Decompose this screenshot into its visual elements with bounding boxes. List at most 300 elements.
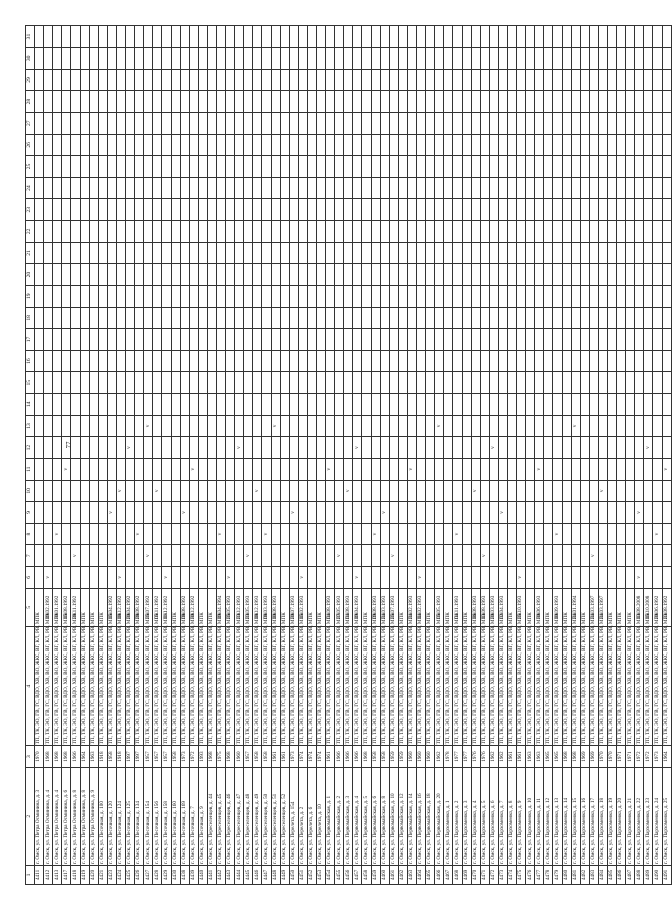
mark-cell <box>444 372 453 394</box>
mark-cell <box>608 285 617 307</box>
row-id-cell: 4446 <box>253 865 262 884</box>
row-id-cell: 4479 <box>553 865 562 884</box>
mark-cell <box>344 199 353 221</box>
table-row <box>662 26 671 885</box>
table-row <box>144 26 153 885</box>
table-row <box>216 26 225 885</box>
mark-cell <box>453 307 462 329</box>
mark-cell <box>307 91 316 113</box>
year-cell: 1977 <box>462 746 471 767</box>
mark-cell <box>635 199 644 221</box>
mark-cell <box>535 415 544 437</box>
mark-cell <box>580 394 589 416</box>
mark-cell <box>544 199 553 221</box>
mark-cell <box>344 285 353 307</box>
table-row <box>189 26 198 885</box>
mark-cell <box>462 242 471 264</box>
mark-cell <box>244 177 253 199</box>
year-cell: 1960 <box>417 746 426 767</box>
mark-cell <box>580 523 589 545</box>
year-cell: 1958 <box>171 746 180 767</box>
mark-cell <box>135 112 144 134</box>
mark-cell <box>71 285 80 307</box>
mark-cell <box>144 91 153 113</box>
mark-cell <box>535 307 544 329</box>
mark-cell <box>344 415 353 437</box>
mark-cell <box>189 394 198 416</box>
mark-cell <box>98 329 107 351</box>
mark-cell <box>371 415 380 437</box>
mark-cell <box>571 26 580 48</box>
mark-cell <box>398 523 407 545</box>
mark-cell <box>107 285 116 307</box>
mark-cell <box>535 394 544 416</box>
mark-cell <box>407 177 416 199</box>
mark-cell <box>53 372 62 394</box>
mark-cell <box>98 112 107 134</box>
date-cell: 20.03.1993 <box>489 588 498 626</box>
works-cell: ТП, ТК, ЭО, ГВ, ГС, ВДО, ХВ, ВО, ЖКС, ВГ, КЛ, РВ, МПК <box>317 627 326 746</box>
mark-cell <box>35 221 44 243</box>
mark-cell <box>89 372 98 394</box>
mark-cell <box>662 523 671 545</box>
mark-cell <box>562 264 571 286</box>
mark-cell <box>553 437 562 459</box>
mark-cell <box>62 242 71 264</box>
mark-cell <box>489 264 498 286</box>
mark-cell <box>617 372 626 394</box>
mark-cell <box>371 307 380 329</box>
mark-cell <box>480 69 489 91</box>
mark-cell <box>435 112 444 134</box>
mark-cell <box>171 458 180 480</box>
mark-cell <box>289 458 298 480</box>
mark-cell <box>44 523 53 545</box>
mark-cell <box>617 567 626 589</box>
mark-cell <box>507 69 516 91</box>
row-id-cell: 4455 <box>335 865 344 884</box>
mark-cell <box>517 502 526 524</box>
address-cell: г. Омск, ул. Пархоменко, д. 5 <box>480 767 489 865</box>
mark-cell <box>126 26 135 48</box>
mark-cell <box>271 242 280 264</box>
mark-cell <box>435 567 444 589</box>
mark-cell <box>62 285 71 307</box>
mark-cell: v <box>53 523 62 545</box>
mark-cell <box>608 437 617 459</box>
mark-cell <box>280 48 289 70</box>
mark-cell <box>489 545 498 567</box>
mark-cell <box>271 480 280 502</box>
works-cell: ТП, ТК, ЭО, ГВ, ГС, ВДО, ХВ, ВО, ЖКС, ВГ, КЛ, РВ, МПК <box>44 627 53 746</box>
mark-cell <box>289 69 298 91</box>
mark-cell <box>489 458 498 480</box>
mark-cell <box>144 502 153 524</box>
mark-cell <box>207 91 216 113</box>
mark-cell <box>362 437 371 459</box>
mark-cell <box>344 221 353 243</box>
mark-cell <box>144 394 153 416</box>
mark-cell <box>471 372 480 394</box>
mark-cell <box>244 350 253 372</box>
mark-cell <box>608 372 617 394</box>
mark-cell <box>489 26 498 48</box>
header-cell: 1 <box>26 865 35 884</box>
mark-cell <box>544 48 553 70</box>
mark-cell <box>371 199 380 221</box>
mark-cell <box>553 156 562 178</box>
mark-cell <box>307 285 316 307</box>
mark-cell <box>480 199 489 221</box>
mark-cell <box>226 394 235 416</box>
mark-cell <box>380 567 389 589</box>
mark-cell <box>507 112 516 134</box>
mark-cell <box>389 264 398 286</box>
address-cell: г. Омск, ул. Пархоменко, д. 14 <box>562 767 571 865</box>
mark-cell <box>526 307 535 329</box>
mark-cell <box>635 437 644 459</box>
mark-cell <box>44 264 53 286</box>
mark-cell <box>317 394 326 416</box>
mark-cell <box>544 134 553 156</box>
row-id-cell: 4464 <box>417 865 426 884</box>
table-row <box>380 26 389 885</box>
mark-cell <box>344 242 353 264</box>
mark-cell <box>526 156 535 178</box>
mark-cell <box>226 415 235 437</box>
mark-cell <box>380 329 389 351</box>
mark-cell <box>207 307 216 329</box>
mark-cell <box>71 264 80 286</box>
mark-cell <box>498 285 507 307</box>
mark-cell <box>144 242 153 264</box>
year-cell: 1961 <box>507 746 516 767</box>
mark-cell <box>289 112 298 134</box>
mark-cell <box>53 69 62 91</box>
works-cell: ТП, ТК, ЭО, ГВ, ГС, ВДО, ХВ, ВО, ЖКС, ВГ, КЛ, РВ, МПК <box>617 627 626 746</box>
row-id-cell: 4481 <box>571 865 580 884</box>
mark-cell <box>89 134 98 156</box>
mark-cell <box>326 26 335 48</box>
mark-cell <box>153 134 162 156</box>
mark-cell <box>162 177 171 199</box>
year-cell: 1975 <box>216 746 225 767</box>
address-cell: г. Омск, ул. Переселенцев, д. 47 <box>235 767 244 865</box>
row-id-cell: 4441 <box>207 865 216 884</box>
date-cell: 14.02.1993 <box>417 588 426 626</box>
mark-cell <box>362 264 371 286</box>
mark-cell <box>380 415 389 437</box>
mark-cell <box>207 394 216 416</box>
mark-cell: v <box>62 458 71 480</box>
mark-cell <box>344 458 353 480</box>
mark-cell <box>198 545 207 567</box>
mark-cell <box>598 437 607 459</box>
year-cell: 1962 <box>489 746 498 767</box>
mark-cell <box>317 523 326 545</box>
mark-cell <box>562 307 571 329</box>
mark-cell <box>362 394 371 416</box>
mark-cell <box>398 242 407 264</box>
mark-cell <box>498 69 507 91</box>
mark-cell <box>589 91 598 113</box>
mark-cell <box>153 437 162 459</box>
mark-cell <box>289 567 298 589</box>
mark-cell <box>198 199 207 221</box>
mark-cell <box>589 112 598 134</box>
mark-cell <box>353 112 362 134</box>
mark-cell <box>417 545 426 567</box>
mark-cell <box>353 177 362 199</box>
mark-cell <box>335 480 344 502</box>
row-id-cell: 4476 <box>526 865 535 884</box>
mark-cell <box>517 437 526 459</box>
table-row <box>289 26 298 885</box>
table-row <box>507 26 516 885</box>
mark-cell <box>198 567 207 589</box>
mark-cell <box>471 415 480 437</box>
works-cell: ТП, ТК, ЭО, ГВ, ГС, ВДО, ХВ, ВО, ЖКС, ВГ, КЛ, РВ, МПК <box>389 627 398 746</box>
mark-cell <box>171 372 180 394</box>
mark-cell <box>71 502 80 524</box>
mark-cell <box>189 112 198 134</box>
mark-cell <box>62 134 71 156</box>
mark-cell <box>144 458 153 480</box>
mark-cell <box>589 134 598 156</box>
mark-cell <box>544 415 553 437</box>
mark-cell <box>180 242 189 264</box>
mark-cell: v <box>435 415 444 437</box>
address-cell: г. Омск, ул. Пархоменко, д. 18 <box>598 767 607 865</box>
mark-cell <box>580 199 589 221</box>
address-cell: г. Омск, ул. Первомайская, д. 8 <box>380 767 389 865</box>
mark-cell <box>444 91 453 113</box>
mark-cell <box>544 285 553 307</box>
mark-cell <box>644 221 653 243</box>
mark-cell <box>216 307 225 329</box>
mark-cell <box>517 112 526 134</box>
year-cell: 1957 <box>153 746 162 767</box>
mark-cell <box>98 545 107 567</box>
row-id-cell: 4467 <box>444 865 453 884</box>
mark-cell <box>444 523 453 545</box>
mark-cell <box>617 177 626 199</box>
address-cell: г. Омск, ул. Пархоменко, д. 2 <box>453 767 462 865</box>
date-cell: 02.04.1993 <box>498 588 507 626</box>
mark-cell <box>135 502 144 524</box>
mark-cell <box>526 91 535 113</box>
mark-cell <box>407 502 416 524</box>
mark-cell <box>44 458 53 480</box>
table-row <box>335 26 344 885</box>
mark-cell <box>198 156 207 178</box>
mark-cell <box>198 26 207 48</box>
mark-cell <box>571 156 580 178</box>
mark-cell: v <box>253 480 262 502</box>
mark-cell <box>517 350 526 372</box>
mark-cell <box>126 394 135 416</box>
mark-cell <box>526 480 535 502</box>
mark-cell <box>189 307 198 329</box>
row-id-cell: 4438 <box>180 865 189 884</box>
table-row <box>153 26 162 885</box>
mark-cell <box>598 567 607 589</box>
year-cell: 1961 <box>271 746 280 767</box>
mark-cell: v <box>116 480 125 502</box>
mark-cell <box>171 415 180 437</box>
mark-cell <box>362 567 371 589</box>
mark-cell <box>235 264 244 286</box>
mark-cell <box>580 415 589 437</box>
address-cell: г. Омск, ул. Пархоменко, д. 6 <box>489 767 498 865</box>
mark-cell <box>198 372 207 394</box>
mark-cell <box>562 69 571 91</box>
mark-cell <box>453 480 462 502</box>
mark-cell <box>144 26 153 48</box>
mark-cell <box>262 69 271 91</box>
mark-cell <box>126 242 135 264</box>
mark-cell <box>398 69 407 91</box>
mark-cell <box>307 480 316 502</box>
mark-cell <box>35 264 44 286</box>
mark-cell <box>626 177 635 199</box>
mark-cell <box>453 372 462 394</box>
works-cell: ТП, ТК, ЭО, ГВ, ГС, ВДО, ХВ, ВО, ЖКС, ВГ, КЛ, РВ, МПК <box>207 627 216 746</box>
year-cell: 1957 <box>244 746 253 767</box>
mark-cell <box>462 199 471 221</box>
mark-cell <box>62 415 71 437</box>
mark-cell <box>653 285 662 307</box>
mark-cell <box>298 372 307 394</box>
mark-cell <box>444 134 453 156</box>
mark-cell <box>371 242 380 264</box>
mark-cell <box>426 177 435 199</box>
mark-cell <box>35 26 44 48</box>
mark-cell <box>62 329 71 351</box>
mark-cell <box>226 350 235 372</box>
mark-cell <box>171 177 180 199</box>
mark-cell <box>480 394 489 416</box>
mark-cell <box>189 523 198 545</box>
mark-cell <box>262 156 271 178</box>
mark-cell <box>562 458 571 480</box>
mark-cell <box>562 329 571 351</box>
mark-cell <box>80 394 89 416</box>
mark-cell <box>126 199 135 221</box>
address-cell: г. Омск, ул. Песочная, д. 125 <box>126 767 135 865</box>
mark-cell <box>326 523 335 545</box>
mark-cell <box>471 69 480 91</box>
mark-cell <box>380 69 389 91</box>
mark-cell <box>344 567 353 589</box>
table-row <box>617 26 626 885</box>
mark-cell <box>526 394 535 416</box>
works-cell: ТП, ТК, ЭО, ГВ, ГС, ВДО, ХВ, ВО, ЖКС, ВГ, КЛ, РВ, МПК <box>62 627 71 746</box>
address-cell: г. Омск, ул. Перелета, д. 10 <box>317 767 326 865</box>
mark-cell <box>626 372 635 394</box>
mark-cell <box>162 112 171 134</box>
mark-cell <box>635 91 644 113</box>
mark-cell <box>635 458 644 480</box>
mark-cell <box>53 177 62 199</box>
mark-cell <box>135 48 144 70</box>
mark-cell <box>126 69 135 91</box>
mark-cell <box>498 523 507 545</box>
mark-cell <box>644 199 653 221</box>
mark-cell <box>35 545 44 567</box>
mark-cell <box>53 437 62 459</box>
mark-cell <box>344 523 353 545</box>
mark-cell <box>544 156 553 178</box>
mark-cell <box>198 394 207 416</box>
mark-cell <box>298 437 307 459</box>
mark-cell: v <box>517 567 526 589</box>
mark-cell <box>207 112 216 134</box>
year-cell: 1973 <box>289 746 298 767</box>
mark-cell <box>153 156 162 178</box>
mark-cell <box>271 177 280 199</box>
mark-cell <box>198 480 207 502</box>
mark-cell <box>144 48 153 70</box>
mark-cell <box>198 285 207 307</box>
mark-cell <box>617 307 626 329</box>
mark-cell <box>608 415 617 437</box>
mark-cell <box>344 112 353 134</box>
mark-cell <box>180 437 189 459</box>
mark-cell <box>126 112 135 134</box>
mark-cell <box>271 350 280 372</box>
mark-cell <box>626 91 635 113</box>
mark-cell <box>589 567 598 589</box>
mark-cell <box>226 458 235 480</box>
table-row <box>453 26 462 885</box>
mark-cell <box>180 91 189 113</box>
mark-cell <box>89 545 98 567</box>
mark-cell <box>189 329 198 351</box>
mark-cell <box>180 26 189 48</box>
mark-cell <box>398 437 407 459</box>
mark-cell <box>171 394 180 416</box>
mark-cell <box>498 156 507 178</box>
mark-cell <box>380 545 389 567</box>
mark-cell <box>380 264 389 286</box>
mark-cell <box>171 502 180 524</box>
mark-cell <box>608 177 617 199</box>
row-id-cell: 4489 <box>644 865 653 884</box>
mark-cell <box>80 502 89 524</box>
mark-cell <box>462 264 471 286</box>
mark-cell <box>380 437 389 459</box>
mark-cell <box>135 480 144 502</box>
mark-cell <box>335 329 344 351</box>
table-row <box>562 26 571 885</box>
mark-cell <box>53 48 62 70</box>
row-id-cell: 4490 <box>653 865 662 884</box>
mark-cell <box>362 199 371 221</box>
mark-cell <box>426 134 435 156</box>
mark-cell: v <box>126 437 135 459</box>
mark-cell <box>471 221 480 243</box>
mark-cell <box>307 394 316 416</box>
mark-cell <box>507 307 516 329</box>
mark-cell <box>71 48 80 70</box>
mark-cell <box>653 48 662 70</box>
mark-cell <box>462 350 471 372</box>
date-cell: 25.10.1993 <box>517 588 526 626</box>
mark-cell <box>580 285 589 307</box>
mark-cell <box>226 264 235 286</box>
mark-cell <box>344 372 353 394</box>
